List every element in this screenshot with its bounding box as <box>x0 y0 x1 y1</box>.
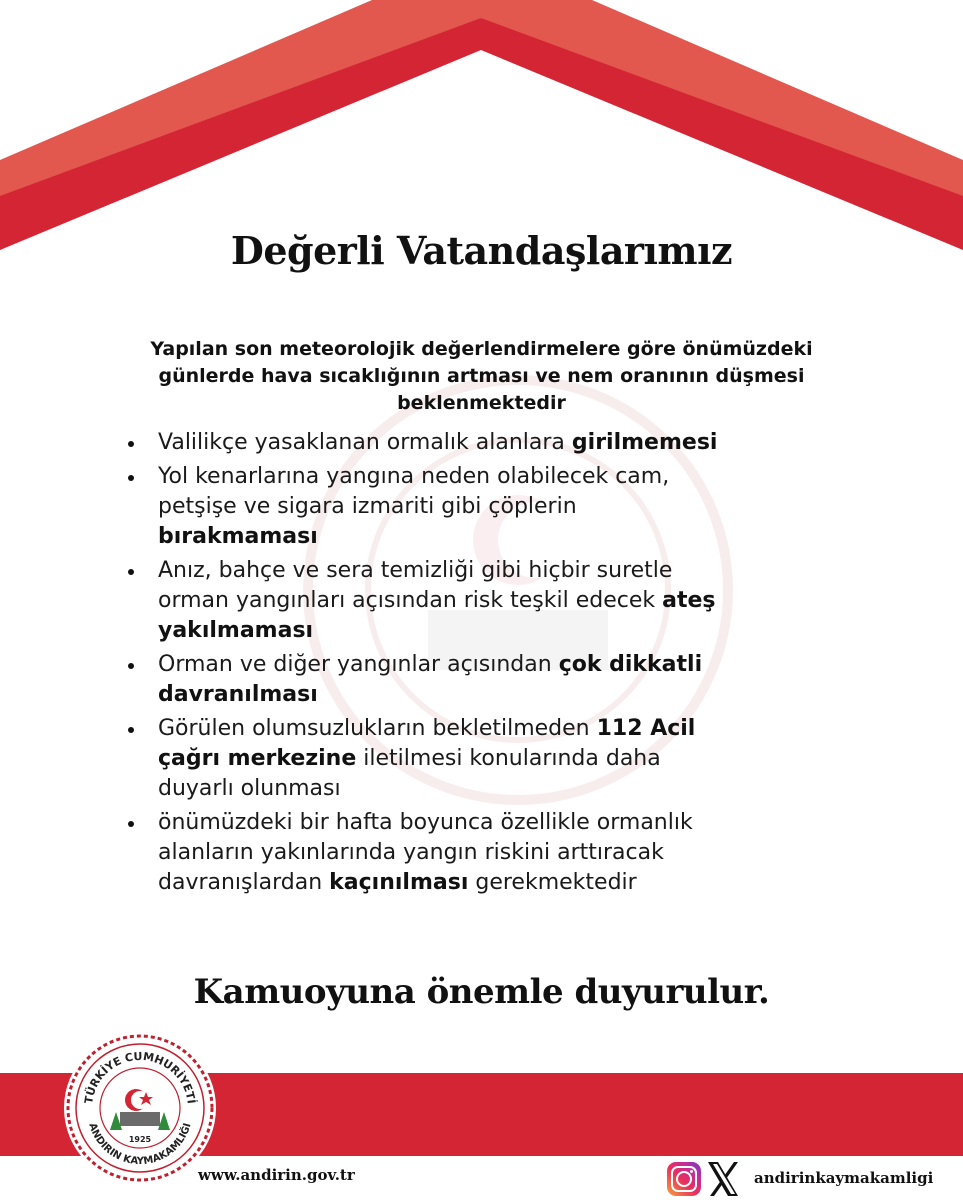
list-item: Valilikçe yasaklanan ormalık alanlara girilmemesi <box>128 428 728 458</box>
seal-bottom-text: ANDIRIN KAYMAKAMLIĞI <box>86 1121 194 1168</box>
page-title: Değerli Vatandaşlarımız <box>230 228 733 273</box>
seal-top-text: TÜRKİYE CUMHURİYETİ <box>82 1049 198 1105</box>
bullet-icon <box>128 821 134 827</box>
x-icon[interactable] <box>706 1160 740 1198</box>
bullet-icon <box>128 663 134 669</box>
bullet-icon <box>128 727 134 733</box>
instagram-icon[interactable] <box>667 1162 701 1196</box>
intro-text: Yapılan son meteorolojik değerlendirmelere göre önümüzdeki günlerde hava sıcaklığının artması ve nem oranının düşmesi beklenmektedir <box>150 338 813 414</box>
advice-list <box>128 428 728 902</box>
roof-banner <box>0 0 963 260</box>
list-item: Yol kenarlarına yangına neden olabilecek cam, petşişe ve sigara izmariti gibi çöplerin bırakmaması <box>128 462 728 552</box>
bullet-icon <box>128 441 134 447</box>
seal-emblem-icon <box>62 1030 218 1186</box>
bullet-icon <box>128 475 134 481</box>
list-item: Görülen olumsuzlukların bekletilmeden 112 Acil çağrı merkezine iletilmesi konularında daha duyarlı olunması <box>128 714 728 804</box>
bullet-icon <box>128 569 134 575</box>
social-handle[interactable]: andirinkaymakamligi <box>754 1169 934 1187</box>
website-link[interactable]: www.andirin.gov.tr <box>198 1166 355 1184</box>
seal-year: 1925 <box>128 1135 152 1144</box>
list-item: önümüzdeki bir hafta boyunca özellikle ormanlık alanların yakınlarında yangın riskini arttıracak davranışlardan kaçınılması gerekmektedir <box>128 808 728 898</box>
list-item: Orman ve diğer yangınlar açısından çok dikkatli davranılması <box>128 650 728 710</box>
closing-statement: Kamuoyuna önemle duyurulur. <box>193 972 770 1012</box>
list-item: Anız, bahçe ve sera temizliği gibi hiçbir suretle orman yangınları açısından risk teşkil edecek ateş yakılmaması <box>128 556 728 646</box>
